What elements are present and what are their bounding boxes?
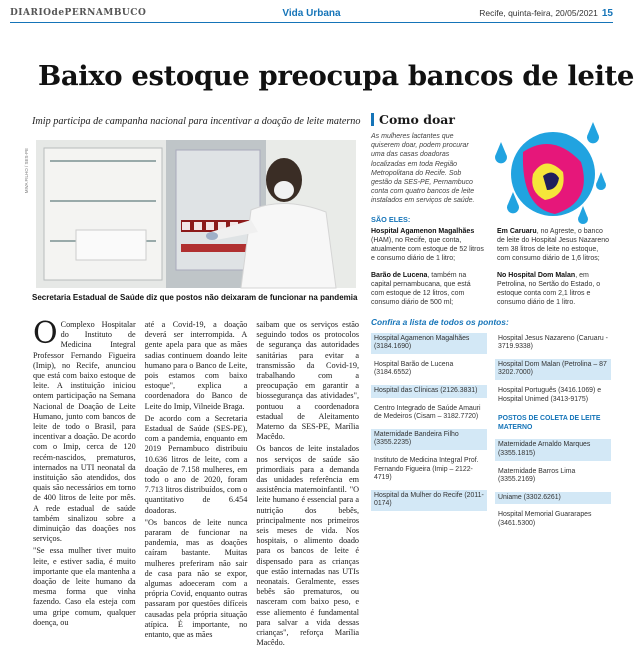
milk-bank-entry <box>371 271 485 307</box>
point-item: Centro Integrado de Saúde Amauri de Medeiros (Cisam – 3182.7720) <box>374 404 481 421</box>
title-accent-bar <box>371 113 374 126</box>
article-column-1 <box>33 316 136 627</box>
point-item: Hospital Jesus Nazareno (Caruaru - 3719.9338) <box>498 334 608 351</box>
headline: Baixo estoque preocupa bancos de leite <box>38 60 634 92</box>
article-body <box>33 316 360 648</box>
article-column-3 <box>256 320 360 648</box>
points-subheading: POSTOS DE COLETA DE LEITE MATERNO <box>498 415 601 431</box>
photo-caption: Secretaria Estadual de Saúde diz que postos não deixaram de funcionar na pandemia <box>32 293 358 302</box>
article-photo <box>36 140 356 288</box>
milk-bank-list <box>371 227 611 307</box>
sidebar-title-text: Como doar <box>379 112 455 127</box>
section-name: Vida Urbana <box>282 7 341 19</box>
point-item: Hospital Barão de Lucena (3184.6552) <box>374 360 454 377</box>
subheadline: Imip participa de campanha nacional para incentivar a doação de leite materno <box>32 116 361 127</box>
point-item: Hospital Português (3416.1069) e Hospital Unimed (3413-9175) <box>498 387 602 403</box>
page-number: 15 <box>601 7 613 19</box>
milk-bank-entry <box>497 271 611 307</box>
milk-bank-detail: (HAM), no Recife, que conta, atualmente com estoque de 52 litros e consumo diário de 1 litro; <box>371 236 484 262</box>
point-item: Hospital Dom Malan (Petrolina – 87 3202.7000) <box>495 359 611 380</box>
points-list <box>371 333 611 531</box>
point-item: Hospital das Clínicas (2126.3831) <box>371 385 487 398</box>
header-divider <box>10 22 613 23</box>
milk-bank-name: Hospital Agamenon Magalhães <box>371 227 475 235</box>
issue-date: Recife, quinta-feira, 20/05/2021 <box>479 8 598 18</box>
photo-illustration <box>36 140 356 288</box>
milk-bank-entry <box>497 227 611 263</box>
article-paragraph: De acordo com a Secretaria Estadual de Saúde (SES-PE), com a pandemia, enquanto em 2019 Pernambuco distribuiu 10.636 litros de leite, com a doação de 7.158 mulheres, em todo o ano de 2020, foram 7.713 litros distribuídos, com o quantitativo de 6.454 doadoras. <box>144 413 248 515</box>
points-list-right <box>495 333 611 531</box>
milk-bank-entry <box>371 227 485 263</box>
points-list-left <box>371 333 487 531</box>
point-item: Maternidade Arnaldo Marques (3355.1815) <box>495 439 611 460</box>
point-item: Maternidade Bandeira Filho (3355.2235) <box>371 429 487 450</box>
sao-eles-label: SÃO ELES: <box>371 214 411 224</box>
article-paragraph: saibam que os serviços estão seguindo todos os protocolos de segurança das autoridades sanitárias para evitar a transmissão da Covid-19, trabalhando com a preocupação em garantir a biossegurança das atividades", pontuou a coordenadora estadual de Aleitamento Materno da SES-PE, Marília Macêdo. <box>256 320 360 442</box>
article-paragraph <box>33 316 136 544</box>
point-item: Instituto de Medicina Integral Prof. Fernando Figueira (Imip – 2122-4719) <box>374 456 479 482</box>
point-item: Hospital Agamenon Magalhães (3184.1690) <box>371 333 487 354</box>
point-item: Maternidade Barros Lima (3355.2169) <box>498 467 576 484</box>
header-meta <box>479 8 613 19</box>
point-item: Hospital da Mulher do Recife (2011-0174) <box>371 490 487 511</box>
point-item: Uniame (3302.6261) <box>495 492 611 505</box>
points-list-heading: Confira a lista de todos os pontos: <box>371 316 509 327</box>
paragraph-text: Complexo Hospitalar do Instituto de Medicina Integral Professor Fernando Figueira (Imip), no Recife, anunciou que está com baixo estoque de leite. A instituição iniciou ontem participação na Semana Nacional de Doação de Leite Humano, junto com bancos de leite de todo o Brasil, para incentivar a doação. De acordo com o Imip, cerca de 120 recém-nascidos, prematuros, internados na UTI neonatal da instituição são atendidos, dos quais são necessários em torno de 400 litros de leite por mês. A rede estadual de saúde também sinalizou sobre a diminuição das doações nos serviços. <box>33 320 136 544</box>
article-column-2 <box>144 320 248 640</box>
milk-bank-detail: , em Petrolina, no Sertão do Estado, o estoque conta com 2,1 litros e consumo diário de 1 litro. <box>497 271 601 306</box>
newspaper-brand: DIARIOdePERNAMBUCO <box>10 8 147 18</box>
photo-credit: MIVA FILHO / SES-PE <box>24 148 29 194</box>
milk-bank-name: No Hospital Dom Malan <box>497 271 576 279</box>
milk-bank-detail: , no Agreste, o banco de leite do Hospital Jesus Nazareno tem 38 litros de leite no estoque, com consumo diário de 1,6 litros; <box>497 227 610 262</box>
page-header <box>10 6 613 20</box>
point-item: Hospital Memorial Guararapes (3461.5300) <box>498 511 592 527</box>
article-paragraph: "Se essa mulher tiver muito leite, e estiver sadia, é muito importante que ela mantenha a doação de leite humano da mesma forma que vinha fazendo. Caso ela esteja com uma gripe comum, qualquer doença, ou <box>33 546 136 627</box>
sidebar-como-doar <box>371 112 611 612</box>
article-paragraph: até a Covid-19, a doação deverá ser interrompida. A gente apela para que as mães sadias continuem doando leite humano para o Banco de Leite, pois estamos com baixo estoque", explica a coordenadora do Banco de Leite do Imip, Vilneide Braga. <box>144 320 248 411</box>
drop-cap: O <box>33 316 58 351</box>
article-paragraph: Os bancos de leite instalados nos serviços de saúde são primordiais para a demanda das unidades referência em assistência maternoinfantil. "O leite humano é essencial para a nutrição dos bebês, principalmente nos primeiros seis meses de vida. Nos hospitais, o alimento doado para os bancos de leite é dispensado para as crianças que estão internadas nas UTIs neonatais. Geralmente, esses bebês são prematuros, ou nasceram com baixo peso, e esse aliemento é fundamental para salvar a vida dessas crianças", reforça Marília Macêdo. <box>256 444 360 648</box>
sidebar-intro: As mulheres lactantes que quiserem doar, podem procurar uma das casas doadoras localizadas em toda Região Metropolitana do Recife. Sob gestão da SES-PE, Pernambuco conta com quatro bancos de leite instalados em serviços de saúde. <box>371 133 475 205</box>
milk-bank-name: Barão de Lucena <box>371 271 428 279</box>
article-paragraph: "Os bancos de leite nunca pararam de funcionar na pandemia, mas as doações caíram bastante. Muitas mulheres preferiram não sair de casa para não se expor, algumas adoeceram com a própria Covid, enquanto outras passaram por questões difíceis causadas pela própria situação atípica. É importante, no entanto, que as mães <box>144 517 248 640</box>
milk-bank-name: Em Caruaru <box>497 227 537 235</box>
milk-drops-illustration <box>483 112 611 232</box>
milk-bank-detail: , também na capital pernambucana, que está com estoque de 12 litros, com consumo diário de 500 ml; <box>371 271 471 306</box>
